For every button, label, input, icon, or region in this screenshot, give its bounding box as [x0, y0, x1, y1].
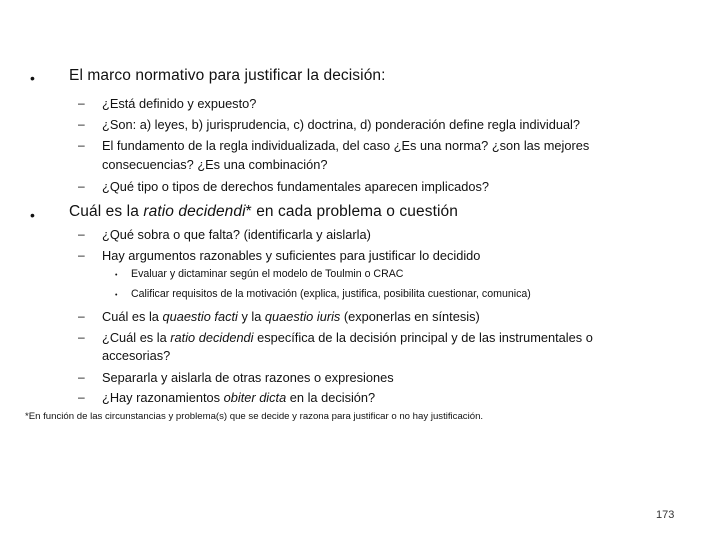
- emphasis-ratio-decidendi: ratio decidendi: [170, 330, 254, 345]
- emphasis-obiter-dicta: obiter dicta: [223, 390, 287, 405]
- dash-marker: –: [78, 370, 85, 384]
- page-number: 173: [656, 509, 675, 521]
- section-1-item-sources: ¿Son: a) leyes, b) jurisprudencia, c) doctrina, d) ponderación define regla individual?: [102, 117, 581, 132]
- section-2-item-arguments: Hay argumentos razonables y suficientes para justificar lo decidido: [102, 248, 481, 263]
- section-2-title-emphasis: ratio decidendi: [143, 203, 246, 220]
- bullet-section-1: •: [30, 70, 35, 86]
- text-fragment: Cuál es la: [102, 309, 163, 324]
- text-fragment: específica de la decisión principal y de las instrumentales o: [253, 330, 593, 345]
- text-fragment: y la: [237, 309, 265, 324]
- section-1-item-foundation: El fundamento de la regla individualizada, del caso ¿Es una norma? ¿son las mejores: [102, 138, 590, 153]
- dash-marker: –: [78, 227, 85, 241]
- text-fragment: en la decisión?: [286, 390, 376, 405]
- section-2-item-quaestio: [102, 309, 480, 324]
- dash-marker: –: [78, 117, 85, 131]
- bullet-section-2: •: [30, 207, 35, 223]
- sub-bullet-marker: •: [115, 292, 118, 299]
- section-1-item-defined: ¿Está definido y expuesto?: [102, 96, 257, 111]
- section-2-item-ratio: [102, 330, 593, 345]
- section-2-title-text-end: * en cada problema o cuestión: [245, 203, 458, 220]
- section-2-item-ratio-cont: accesorias?: [102, 348, 171, 363]
- section-2-item-missing: ¿Qué sobra o que falta? (identificarla y aislarla): [102, 227, 371, 242]
- dash-marker: –: [78, 390, 85, 404]
- section-1-title: El marco normativo para justificar la decisión:: [69, 67, 386, 84]
- dash-marker: –: [78, 179, 85, 193]
- text-fragment: (exponerlas en síntesis): [340, 309, 480, 324]
- dash-marker: –: [78, 309, 85, 323]
- sub-item-motivation: Calificar requisitos de la motivación (explica, justifica, posibilita cuestionar, comunica): [131, 288, 531, 300]
- section-2-title: [69, 203, 458, 221]
- text-fragment: ¿Cuál es la: [102, 330, 171, 345]
- section-2-item-obiter: [102, 390, 375, 405]
- emphasis-quaestio-iuris: quaestio iuris: [264, 309, 341, 324]
- sub-item-toulmin: Evaluar y dictaminar según el modelo de Toulmin o CRAC: [131, 268, 404, 280]
- dash-marker: –: [78, 138, 85, 152]
- section-1-item-rights: ¿Qué tipo o tipos de derechos fundamentales aparecen implicados?: [102, 179, 489, 194]
- dash-marker: –: [78, 330, 85, 344]
- text-fragment: ¿Hay razonamientos: [102, 390, 224, 405]
- footnote: *En función de las circunstancias y problema(s) que se decide y razona para justificar o no hay justificación.: [25, 411, 484, 422]
- section-1-item-foundation-cont: consecuencias? ¿Es una combinación?: [102, 157, 328, 172]
- section-2-item-separate: Separarla y aislarla de otras razones o expresiones: [102, 370, 394, 385]
- dash-marker: –: [78, 96, 85, 110]
- sub-bullet-marker: •: [115, 272, 118, 279]
- dash-marker: –: [78, 248, 85, 262]
- emphasis-quaestio-facti: quaestio facti: [162, 309, 238, 324]
- section-2-title-text: Cuál es la: [69, 203, 144, 220]
